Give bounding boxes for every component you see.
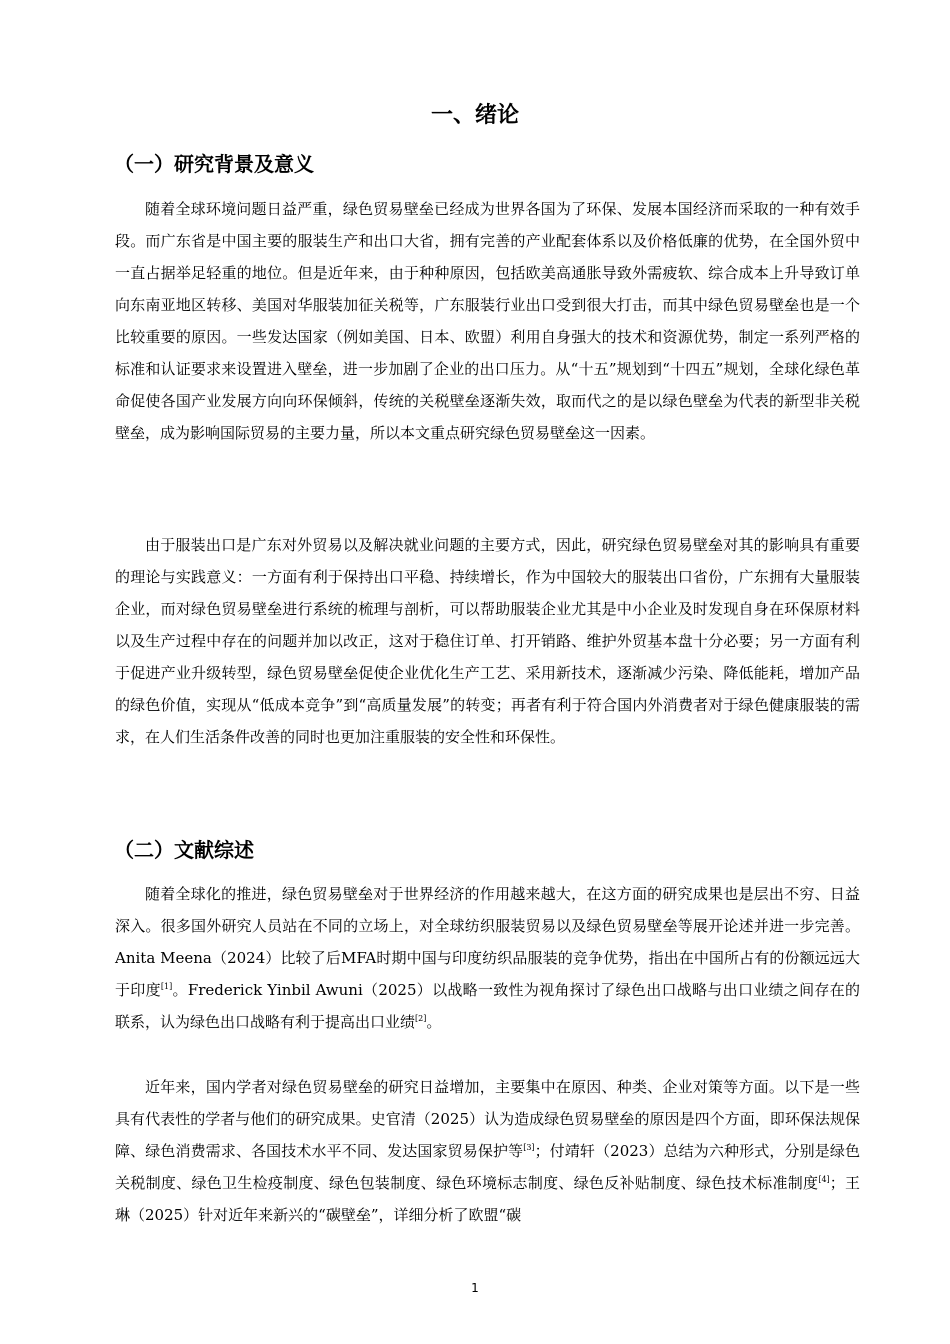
paragraph-literature-2 bbox=[115, 1071, 860, 1231]
chapter-title: 一、绪论 bbox=[430, 103, 519, 128]
paragraph-text: 。 bbox=[426, 1013, 442, 1031]
citation-ref: [1] bbox=[160, 982, 173, 991]
paragraph-text: ；王琳（2025）针对近年来新兴的“碳壁垒”，详细分析了欧盟“碳 bbox=[115, 1174, 860, 1224]
paragraph-text: 。Frederick Yinbil Awuni（2025）以战略一致性为视角探讨了绿色出口战略与出口业绩之间存在的联系，认为绿色出口战略有利于提高出口业绩 bbox=[115, 981, 860, 1031]
citation-ref: [3] bbox=[523, 1143, 535, 1152]
paragraph-background-2: 由于服装出口是广东对外贸易以及解决就业问题的主要方式，因此，研究绿色贸易壁垒对其的影响具有重要的理论与实践意义：一方面有利于保持出口平稳、持续增长，作为中国较大的服装出口省份，广东拥有大量服装企业，而对绿色贸易壁垒进行系统的梳理与剖析，可以帮助服装企业尤其是中小企业及时发现自身在环保原材料以及生产过程中存在的问题并加以改正，这对于稳住订单、打开销路、维护外贸基本盘十分必要；另一方面有利于促进产业升级转型，绿色贸易壁垒促使企业优化生产工艺、采用新技术，逐渐减少污染、降低能耗，增加产品的绿色价值，实现从“低成本竞争”到“高质量发展”的转变；再者有利于符合国内外消费者对于绿色健康服装的需求，在人们生活条件改善的同时也更加注重服装的安全性和环保性。 bbox=[115, 536, 860, 746]
section-title-literature-review: （二）文献综述 bbox=[114, 838, 254, 862]
citation-ref: [2] bbox=[415, 1014, 427, 1023]
citation-ref: [4] bbox=[818, 1175, 830, 1184]
paragraph-text: 随着全球化的推进，绿色贸易壁垒对于世界经济的作用越来越大，在这方面的研究成果也是层出不穷、日益深入。很多国外研究人员站在不同的立场上，对全球纺织服装贸易以及绿色贸易壁垒等展开论述并进一步完善。Anita Meena（2024）比较了后MFA时期中国与印度纺织品服装的竞争优势，指出在中国所占有的份额远远大于印度 bbox=[115, 885, 860, 999]
paragraph-text: 近年来，国内学者对绿色贸易壁垒的研究日益增加，主要集中在原因、种类、企业对策等方面。以下是一些具有代表性的学者与他们的研究成果。史官清（2025）认为造成绿色贸易壁垒的原因是四个方面，即环保法规保障、绿色消费需求、各国技术水平不同、发达国家贸易保护等 bbox=[115, 1078, 860, 1160]
paragraph-literature-1 bbox=[115, 878, 860, 1038]
page-number: 1 bbox=[471, 1281, 479, 1295]
paragraph-background-1: 随着全球环境问题日益严重，绿色贸易壁垒已经成为世界各国为了环保、发展本国经济而采取的一种有效手段。而广东省是中国主要的服装生产和出口大省，拥有完善的产业配套体系以及价格低廉的优势，在全国外贸中一直占据举足轻重的地位。但是近年来，由于种种原因，包括欧美高通胀导致外需疲软、综合成本上升导致订单向东南亚地区转移、美国对华服装加征关税等，广东服装行业出口受到很大打击，而其中绿色贸易壁垒也是一个比较重要的原因。一些发达国家（例如美国、日本、欧盟）利用自身强大的技术和资源优势，制定一系列严格的标准和认证要求来设置进入壁垒，进一步加剧了企业的出口压力。从“十五”规划到“十四五”规划，全球化绿色革命促使各国产业发展方向向环保倾斜，传统的关税壁垒逐渐失效，取而代之的是以绿色壁垒为代表的新型非关税壁垒，成为影响国际贸易的主要力量，所以本文重点研究绿色贸易壁垒这一因素。 bbox=[115, 200, 860, 442]
paragraph-text: ；付靖轩（2023）总结为六种形式，分别是绿色关税制度、绿色卫生检疫制度、绿色包装制度、绿色环境标志制度、绿色反补贴制度、绿色技术标准制度 bbox=[115, 1142, 860, 1192]
section-title-background: （一）研究背景及意义 bbox=[114, 152, 314, 176]
